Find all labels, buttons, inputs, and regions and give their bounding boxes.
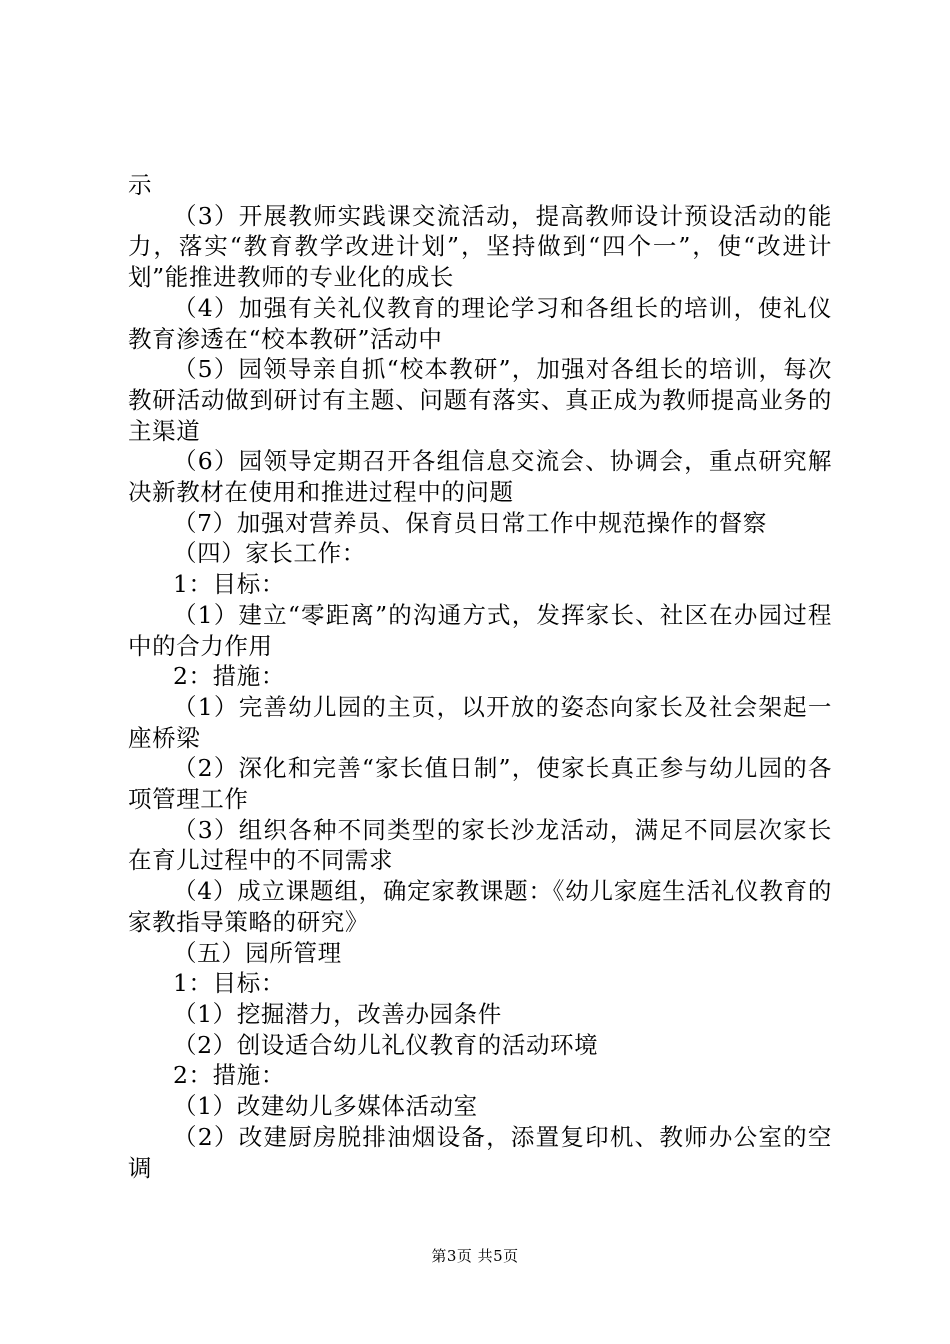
paragraph: （4）加强有关礼仪教育的理论学习和各组长的培训，使礼仪教育渗透在“校本教研”活动中	[128, 293, 832, 353]
paragraph: （2）改建厨房脱排油烟设备，添置复印机、教师办公室的空调	[128, 1122, 832, 1182]
paragraph: 示	[128, 171, 153, 199]
paragraph: （1）挖掘潜力，改善办园条件	[173, 999, 502, 1028]
paragraph: 1：目标：	[173, 570, 285, 599]
paragraph: （4）成立课题组，确定家教课题：《幼儿家庭生活礼仪教育的家教指导策略的研究》	[128, 877, 832, 936]
paragraph: （2）深化和完善“家长值日制”，使家长真正参与幼儿园的各项管理工作	[128, 754, 832, 814]
document-body	[128, 170, 832, 1183]
paragraph: 2：措施：	[173, 1061, 285, 1090]
page-footer: 第3页 共5页	[431, 1247, 519, 1265]
paragraph: （1）建立“零距离”的沟通方式，发挥家长、社区在办园过程中的合力作用	[128, 600, 832, 660]
paragraph: （7）加强对营养员、保育员日常工作中规范操作的督察	[173, 508, 767, 537]
paragraph: （6）园领导定期召开各组信息交流会、协调会，重点研究解决新教材在使用和推进过程中的问题	[128, 447, 832, 507]
paragraph: （1）改建幼儿多媒体活动室	[173, 1092, 478, 1121]
paragraph: （3）组织各种不同类型的家长沙龙活动，满足不同层次家长在育儿过程中的不同需求	[128, 815, 832, 875]
paragraph: （2）创设适合幼儿礼仪教育的活动环境	[173, 1030, 599, 1059]
paragraph: （四）家长工作：	[173, 539, 366, 568]
paragraph: 1：目标：	[173, 969, 285, 998]
paragraph: （1）完善幼儿园的主页，以开放的姿态向家长及社会架起一座桥梁	[128, 692, 832, 752]
paragraph: （五）园所管理	[173, 938, 342, 967]
paragraph: 2：措施：	[173, 662, 285, 691]
paragraph: （3）开展教师实践课交流活动，提高教师设计预设活动的能力，落实“教育教学改进计划”，坚持做到“四个一”，使“改进计划”能推进教师的专业化的成长	[128, 201, 832, 292]
paragraph: （5）园领导亲自抓“校本教研”，加强对各组长的培训，每次教研活动做到研讨有主题、问题有落实、真正成为教师提高业务的主渠道	[128, 355, 832, 445]
